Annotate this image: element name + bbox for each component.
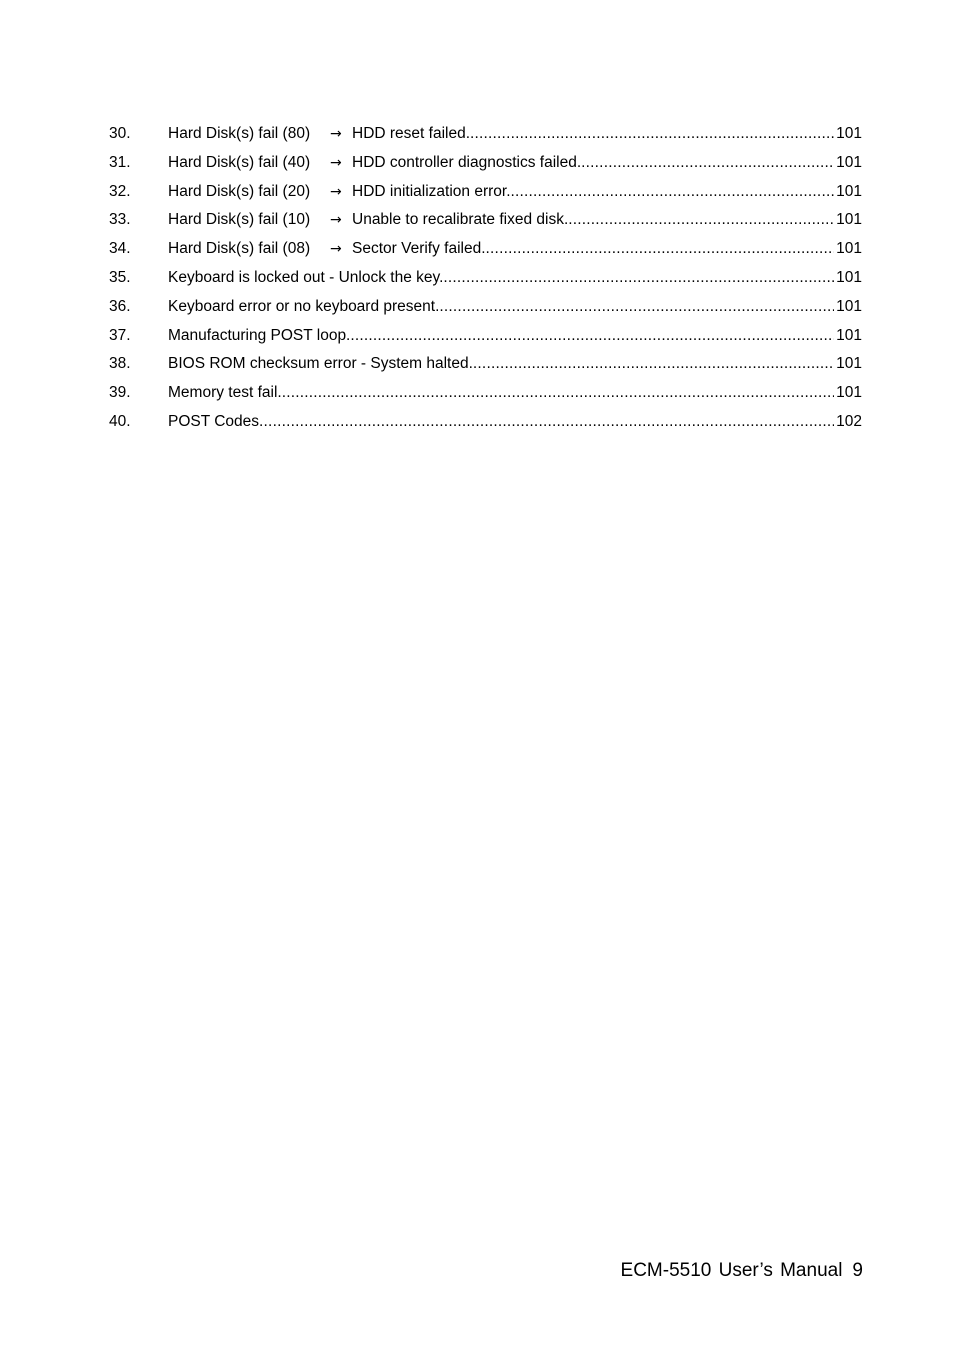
toc-entry[interactable] [109,123,862,152]
toc-entry-body [168,209,862,231]
toc-entry[interactable] [109,238,862,267]
toc-entry[interactable] [109,267,862,296]
toc-entry-title-group [168,325,350,347]
toc-entry-body [168,152,862,174]
toc-entry-body [168,123,862,145]
toc-entry-title-group [168,123,470,145]
toc-entry-number: 33. [109,211,131,229]
toc-entry-title[interactable]: BIOS ROM checksum error - System halted. [168,355,473,373]
right-arrow-icon: → [330,241,342,258]
toc-entry-page-number[interactable]: 101 [836,153,862,171]
toc-dot-leader [282,382,834,404]
toc-entry-title[interactable]: Memory test fail. [168,384,282,402]
toc-entry-error-prefix: Hard Disk(s) fail (20) [168,182,311,200]
toc-entry-number: 40. [109,412,131,430]
right-arrow-icon: → [330,183,342,200]
toc-entry-title[interactable]: Sector Verify failed. [352,240,486,258]
toc-entry-number: 37. [109,326,131,344]
toc-entry-title-group [168,238,486,260]
toc-entry[interactable] [109,411,862,440]
toc-dot-leader [511,181,835,203]
toc-entry-error-prefix: Hard Disk(s) fail (10) [168,211,311,229]
toc-entry-number: 38. [109,355,131,373]
toc-entry-page-number[interactable]: 101 [836,182,862,200]
toc-entry-error-prefix: Hard Disk(s) fail (80) [168,125,311,142]
footer-manual-title: ECM-5510 User’s Manual [620,1260,843,1281]
toc-entry-number: 39. [109,384,131,402]
toc-dot-leader [350,325,834,347]
right-arrow-icon: → [330,126,342,142]
toc-dot-leader [439,296,834,318]
toc-entry[interactable] [109,353,862,382]
toc-entry-page-number[interactable]: 101 [836,240,862,258]
toc-dot-leader [473,353,834,375]
toc-entry-title[interactable]: HDD reset failed. [352,125,471,142]
toc-entry[interactable] [109,325,862,354]
toc-entry[interactable] [109,181,862,210]
toc-entry-number: 30. [109,125,131,142]
toc-entry-title-group [168,411,259,433]
toc-entry-body [168,267,862,289]
toc-dot-leader [486,238,835,260]
toc-entry-title[interactable]: HDD controller diagnostics failed. [352,153,582,171]
toc-dot-leader [443,267,834,289]
toc-dot-leader [470,123,834,145]
toc-entry-number: 35. [109,268,131,286]
toc-entry-error-prefix: Hard Disk(s) fail (40) [168,153,311,171]
toc-entry-page-number[interactable]: 102 [836,412,862,430]
footer-page-number: 9 [852,1260,863,1281]
table-of-contents [109,123,862,440]
toc-entry-title[interactable]: HDD initialization error. [352,182,511,200]
toc-entry-number: 34. [109,240,131,258]
toc-entry[interactable] [109,152,862,181]
toc-entry-page-number[interactable]: 101 [836,297,862,315]
toc-entry-error-prefix: Hard Disk(s) fail (08) [168,240,311,258]
toc-entry-title-group [168,267,443,289]
right-arrow-icon: → [330,154,342,171]
toc-entry[interactable] [109,382,862,411]
toc-entry-title-group [168,181,511,203]
toc-entry[interactable] [109,209,862,238]
toc-entry-number: 32. [109,182,131,200]
toc-entry-body [168,325,862,347]
toc-entry-title-group [168,382,282,404]
toc-entry[interactable] [109,296,862,325]
toc-entry-number: 36. [109,297,131,315]
toc-entry-title[interactable]: Keyboard is locked out - Unlock the key. [168,268,444,286]
toc-entry-body [168,296,862,318]
toc-entry-body [168,382,862,404]
toc-entry-title-group [168,209,568,231]
toc-entry-title[interactable]: Manufacturing POST loop. [168,326,351,344]
toc-entry-page-number[interactable]: 101 [836,125,862,142]
toc-entry-page-number[interactable]: 101 [836,384,862,402]
toc-entry-title[interactable]: POST Codes [168,412,260,430]
toc-entry-body [168,238,862,260]
toc-entry-title-group [168,152,581,174]
toc-entry-page-number[interactable]: 101 [836,355,862,373]
page-footer [621,1258,863,1284]
toc-dot-leader [568,209,834,231]
toc-entry-title[interactable]: Unable to recalibrate fixed disk. [352,211,569,229]
toc-entry-title-group [168,296,439,318]
right-arrow-icon: → [330,212,342,229]
toc-entry-body [168,353,862,375]
toc-dot-leader [581,152,834,174]
toc-entry-number: 31. [109,153,131,171]
toc-entry-body [168,411,862,433]
toc-entry-title[interactable]: Keyboard error or no keyboard present. [168,297,440,315]
toc-entry-page-number[interactable]: 101 [836,211,862,229]
toc-dot-leader [259,411,834,433]
toc-entry-body [168,181,862,203]
toc-entry-page-number[interactable]: 101 [836,326,862,344]
toc-entry-page-number[interactable]: 101 [836,268,862,286]
toc-entry-title-group [168,353,473,375]
